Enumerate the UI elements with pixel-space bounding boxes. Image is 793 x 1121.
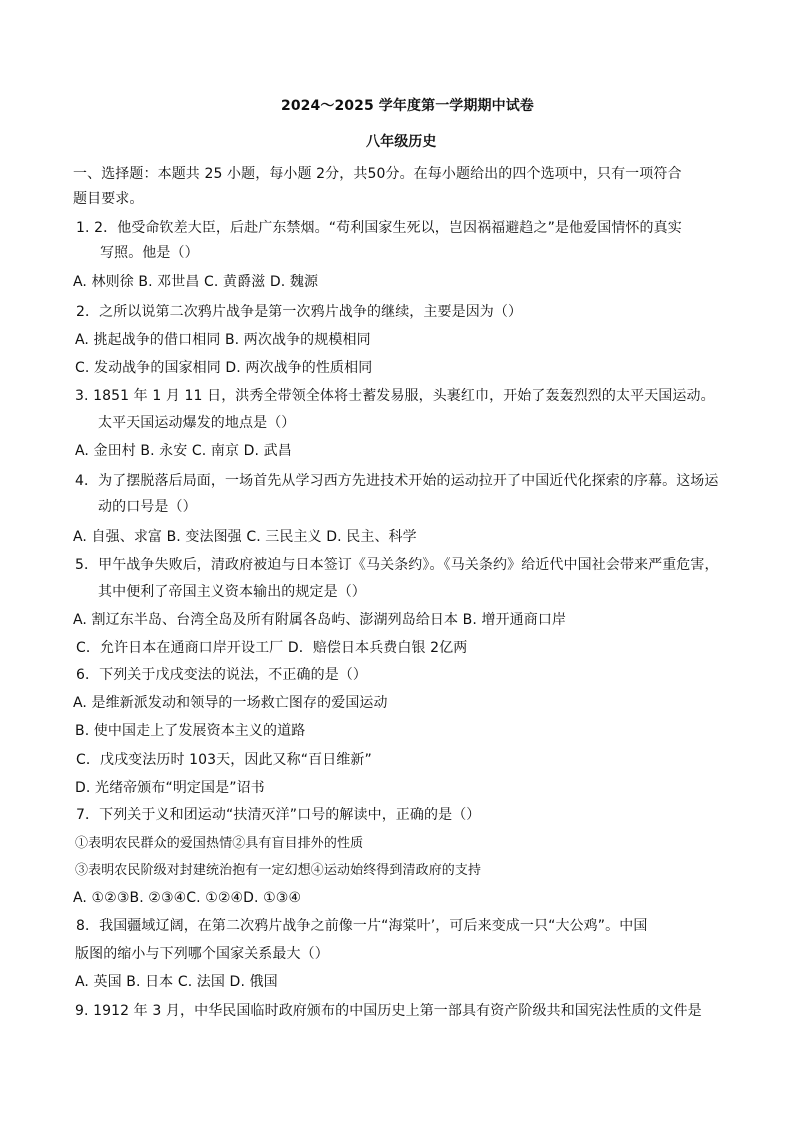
question-5-stem-cont: 其中便利了帝国主义资本输出的规定是（） [98, 584, 366, 600]
question-3-options: A. 金田村 B. 永安 C. 南京 D. 武昌 [75, 443, 292, 459]
question-8-options: A. 英国 B. 日本 C. 法国 D. 俄国 [75, 974, 278, 990]
question-6-option-c: C．戊戌变法历时 103天，因此又称“百日维新” [76, 752, 372, 768]
question-2-options-1: A. 挑起战争的借口相同 B. 两次战争的规模相同 [75, 332, 371, 348]
section-instructions: 一、选择题：本题共 25 小题，每小题 2分，共50分。在每小题给出的四个选项中，只有一项符合 [73, 166, 682, 182]
question-7-stem: 7．下列关于义和团运动“扶清灭洋”口号的解读中，正确的是（） [76, 807, 481, 823]
question-3-stem: 3. 1851 年 1 月 11 日，洪秀全带领全体将士蓄发易服，头裹红巾，开始了轰轰烈烈的太平天国运动。 [75, 388, 715, 404]
question-7-statements-2: ③表明农民阶级对封建统治抱有一定幻想④运动始终得到清政府的支持 [75, 863, 482, 878]
question-6-option-b: B. 使中国走上了发展资本主义的道路 [75, 723, 306, 739]
question-5-stem: 5．甲午战争失败后，清政府被迫与日本签订《马关条约》。《马关条约》给近代中国社会带来严重危害， [75, 557, 719, 573]
question-6-stem: 6．下列关于戊戌变法的说法，不正确的是（） [76, 667, 368, 683]
question-7-options: A. ①②③B. ②③④C. ①②④D. ①③④ [73, 890, 302, 906]
question-7-statements-1: ①表明农民群众的爱国热情②具有盲目排外的性质 [75, 836, 364, 851]
question-4-stem-cont: 动的口号是（） [98, 499, 197, 515]
exam-title: 2024～2025 学年度第一学期期中试卷 [281, 98, 534, 114]
question-4-options: A. 自强、求富 B. 变法图强 C. 三民主义 D. 民主、科学 [73, 529, 417, 545]
question-1-stem: 1. 2．他受命钦差大臣，后赴广东禁烟。“苟利国家生死以，岂因祸福避趋之”是他爱国情怀的真实 [76, 220, 682, 236]
question-8-stem: 8．我国疆域辽阔，在第二次鸦片战争之前像一片“海棠叶’，可后来变成一只“大公鸡”。中国 [76, 918, 648, 934]
question-1-options: A. 林则徐 B. 邓世昌 C. 黄爵滋 D. 魏源 [73, 274, 319, 290]
question-6-option-a: A. 是维新派发动和领导的一场救亡图存的爱国运动 [73, 695, 388, 711]
question-9-stem: 9. 1912 年 3 月，中华民国临时政府颁布的中国历史上第一部具有资产阶级共和国宪法性质的文件是 [75, 1003, 702, 1019]
question-5-options-1: A. 割辽东半岛、台湾全岛及所有附属各岛屿、澎湖列岛给日本 B. 增开通商口岸 [73, 612, 567, 628]
question-5-options-2: C．允许日本在通商口岸开设工厂 D．赔偿日本兵费白银 2亿两 [76, 640, 468, 656]
question-8-stem-cont: 版图的缩小与下列哪个国家关系最大（） [75, 946, 329, 962]
question-6-option-d: D. 光绪帝颁布“明定国是”诏书 [75, 780, 265, 796]
question-3-stem-cont: 太平天国运动爆发的地点是（） [98, 415, 296, 431]
question-4-stem: 4．为了摆脱落后局面，一场首先从学习西方先进技术开始的运动拉开了中国近代化探索的序幕。这场运 [75, 473, 719, 489]
question-2-options-2: C. 发动战争的国家相同 D. 两次战争的性质相同 [75, 360, 373, 376]
section-instructions-cont: 题目要求。 [73, 191, 144, 207]
question-2-stem: 2．之所以说第二次鸦片战争是第一次鸦片战争的继续，主要是因为（） [76, 304, 523, 320]
exam-subject: 八年级历史 [366, 134, 437, 150]
question-1-stem-cont: 写照。他是（） [100, 245, 199, 261]
